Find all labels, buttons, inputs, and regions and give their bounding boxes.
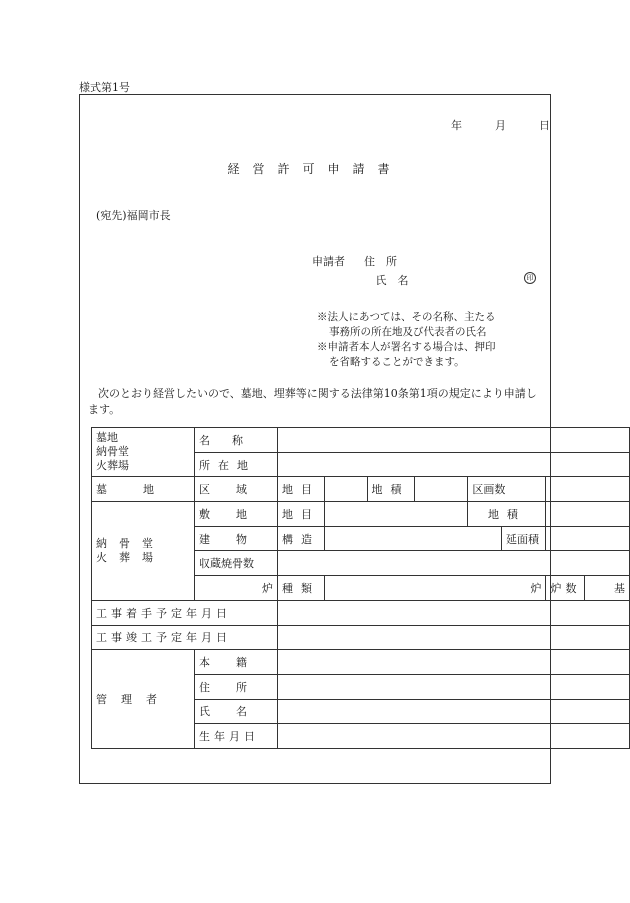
label-text: 生年月日	[199, 730, 259, 744]
honseki-field[interactable]	[278, 650, 630, 675]
label-text: 地目	[282, 483, 320, 497]
jusho-label-cell	[195, 674, 278, 699]
form-number: 様式第1号	[79, 81, 130, 94]
applicant-block	[312, 253, 409, 291]
date-line	[451, 117, 550, 133]
end-date-label-cell	[92, 625, 278, 650]
address-label: 住 所	[364, 255, 397, 268]
label-text: 所在地	[199, 458, 256, 472]
rosu-value-field[interactable]	[585, 576, 630, 601]
label-text: 炉	[262, 581, 273, 595]
nobeyuka-label-cell	[501, 526, 546, 551]
location-label-cell	[195, 452, 278, 477]
label-text: 地積	[371, 483, 410, 497]
application-table	[91, 427, 630, 749]
chiseki-value-field-2[interactable]	[546, 502, 630, 527]
date-month: 月	[495, 119, 506, 132]
start-date-label-cell	[92, 600, 278, 625]
facility-type-cell	[92, 428, 195, 477]
birth-label-cell	[195, 724, 278, 749]
honseki-label-cell	[195, 650, 278, 675]
chimoku-value-field-2[interactable]	[325, 502, 468, 527]
label-text: 名称	[199, 433, 265, 447]
end-date-field[interactable]	[278, 625, 630, 650]
kukakusu-value-field[interactable]	[546, 477, 630, 502]
chiseki-label-cell	[367, 477, 414, 502]
shimei-field[interactable]	[278, 699, 630, 724]
chimoku-value-field[interactable]	[325, 477, 368, 502]
name-value-field[interactable]	[278, 428, 630, 453]
chiseki-value-field[interactable]	[414, 477, 468, 502]
label-text: 火葬場	[96, 459, 129, 473]
chimoku-label-cell	[278, 477, 325, 502]
note-line: ※法人にあつては、その名称、主たる	[317, 311, 496, 323]
label-text: 地積	[487, 507, 526, 521]
label-text: 工事着手予定年月日	[96, 606, 231, 620]
label-text: 本籍	[199, 656, 273, 670]
chimoku-label-cell-2	[278, 502, 325, 527]
date-year: 年	[451, 119, 462, 132]
applicant-label: 申請者	[312, 255, 345, 268]
label-text: 区域	[199, 483, 273, 497]
note-line: 事務所の所在地及び代表者の氏名	[329, 326, 487, 338]
label-text: 工事竣工予定年月日	[96, 631, 231, 645]
note-line: を省略することができます。	[329, 356, 465, 368]
shuzou-label-cell	[195, 551, 278, 576]
start-date-field[interactable]	[278, 600, 630, 625]
notes	[317, 310, 542, 370]
kouzou-label-cell	[278, 526, 325, 551]
shuzou-value-field[interactable]	[278, 551, 630, 576]
shikichi-label-cell	[195, 502, 278, 527]
label-text: 種類	[282, 581, 320, 595]
label-text: 墓地	[96, 483, 190, 497]
location-value-field[interactable]	[278, 452, 630, 477]
cemetery-label-cell	[92, 477, 195, 502]
body-text: 次のとおり経営したいので、墓地、埋葬等に関する法律第10条第1項の規定により申請します。	[88, 387, 537, 416]
rosu-label-cell	[546, 576, 585, 601]
label-text: 納骨堂	[96, 536, 165, 550]
label-text: 管理者	[96, 693, 171, 707]
shurui-value-field[interactable]	[325, 576, 546, 601]
nobeyuka-value-field[interactable]	[546, 526, 630, 551]
birth-field[interactable]	[278, 724, 630, 749]
label-text: 建物	[199, 532, 273, 546]
label-text: 炉	[530, 581, 542, 595]
name-label-cell	[195, 428, 278, 453]
area-label-cell	[195, 477, 278, 502]
shimei-label-cell	[195, 699, 278, 724]
form-title: 経営許可申請書	[227, 162, 403, 176]
jusho-field[interactable]	[278, 674, 630, 699]
label-text: 基	[614, 581, 625, 595]
label-text: 納骨堂	[96, 445, 129, 459]
facility-type-cell-2	[92, 502, 195, 601]
chiseki-label-cell-2	[468, 502, 546, 527]
tatemono-label-cell	[195, 526, 278, 551]
kukakusu-label-cell	[468, 477, 546, 502]
ro-label-cell	[195, 576, 278, 601]
label-text: 火葬場	[96, 550, 165, 564]
note-line: ※申請者本人が署名する場合は、押印	[317, 341, 496, 353]
name-label: 氏 名	[375, 274, 409, 287]
label-text: 収蔵焼骨数	[199, 557, 254, 571]
label-text: 区画数	[472, 483, 506, 497]
addressee: (宛先)福岡市長	[96, 209, 171, 222]
label-text: 構造	[282, 532, 320, 546]
label-text: 住所	[199, 680, 273, 694]
shurui-label-cell	[278, 576, 325, 601]
label-text: 延面積	[505, 532, 539, 546]
kouzou-value-field[interactable]	[325, 526, 502, 551]
date-day: 日	[539, 119, 550, 132]
label-text: 墓地	[96, 431, 118, 445]
manager-label-cell	[92, 650, 195, 749]
seal-mark: 印	[524, 272, 536, 284]
label-text: 敷地	[199, 507, 273, 521]
label-text: 炉数	[550, 581, 581, 595]
label-text: 地目	[282, 507, 320, 521]
label-text: 氏名	[199, 705, 273, 719]
